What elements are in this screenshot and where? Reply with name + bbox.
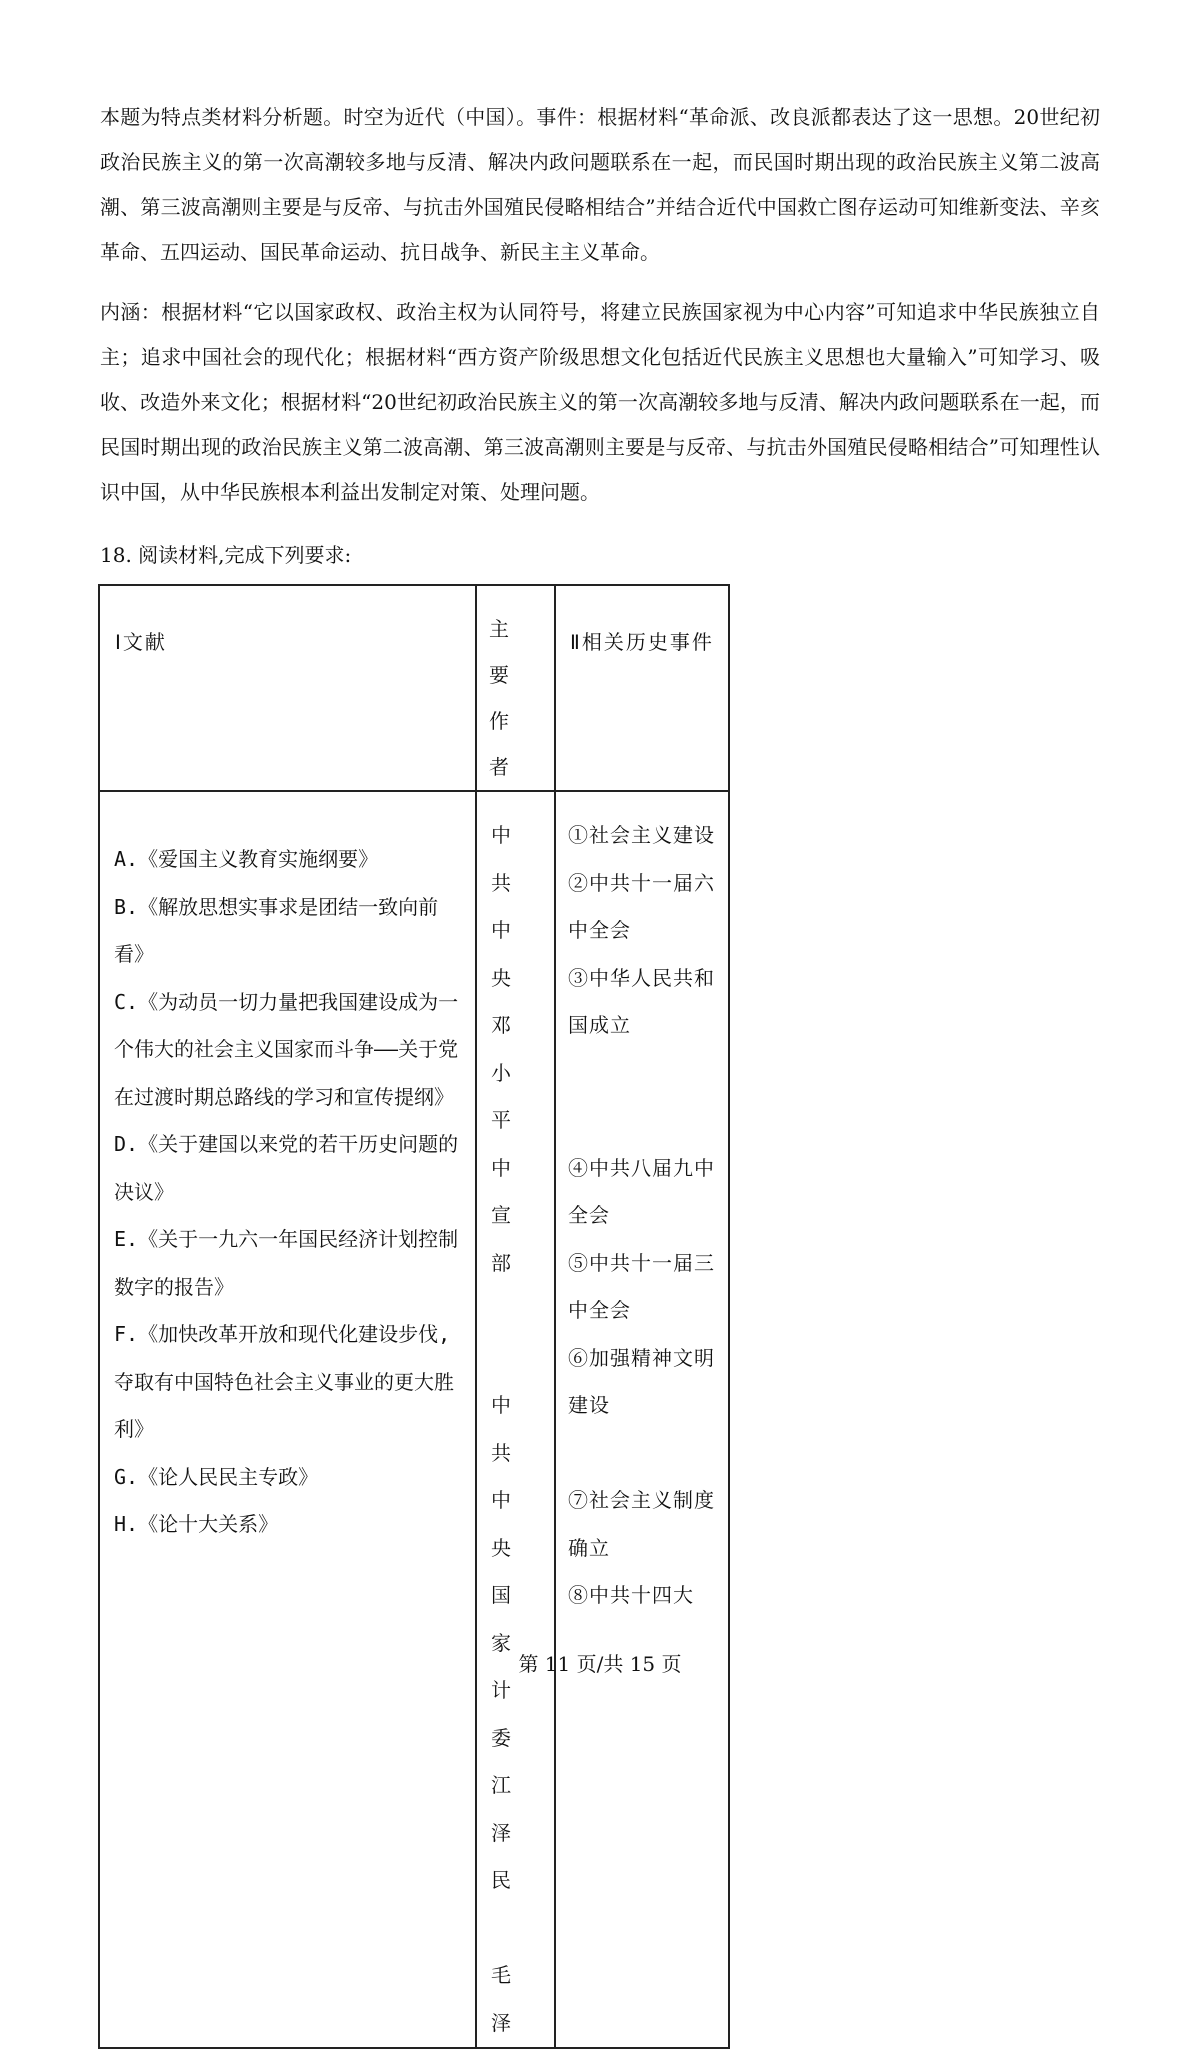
header-authors: 主 要 作者 — [476, 585, 555, 791]
author-line: 江泽 — [491, 1773, 523, 1845]
table-body-row — [99, 791, 729, 2048]
event-item: ②中共十一届六中全会 — [568, 870, 715, 942]
author-line: 中央 — [491, 1488, 523, 1560]
document-item: D.《关于建国以来党的若干历史问题的决议》 — [114, 1132, 459, 1204]
events-list-cell — [555, 791, 729, 2048]
analysis-paragraph-events: 本题为特点类材料分析题。时空为近代（中国）。事件：根据材料“革命派、改良派都表达了这一思想。20世纪初政治民族主义的第一次高潮较多地与反清、解决内政问题联系在一起，而民国时期出现的政治民族主义第二波高潮、第三波高潮则主要是与反帝、与抗击外国殖民侵略相结合”并结合近代中国救亡图存运动可知维新变法、辛亥革命、五四运动、国民革命运动、抗日战争、新民主主义革命。 — [100, 105, 1100, 264]
page-number-footer: 第 11 页/共 15 页 — [518, 1652, 682, 1676]
documents-list-cell — [99, 791, 476, 2048]
event-item: ⑧中共十四大 — [568, 1583, 694, 1607]
author-line: 邓小 — [491, 1013, 523, 1085]
header-events: Ⅱ相关历史事件 — [555, 585, 729, 791]
event-item: ⑥加强精神文明建设 — [568, 1345, 715, 1417]
question-18-stem: 18. 阅读材料,完成下列要求: — [100, 543, 352, 567]
author-line: 部 — [491, 1250, 523, 1275]
authors-list-cell — [476, 791, 555, 2048]
document-item: A.《爱国主义教育实施纲要》 — [114, 847, 379, 871]
author-line: 平 — [491, 1108, 523, 1132]
analysis-paragraph-connotation: 内涵：根据材料“它以国家政权、政治主权为认同符号，将建立民族国家视为中心内容”可知追求中华民族独立自主；追求中国社会的现代化；根据材料“西方资产阶级思想文化包括近代民族主义思想也大量输入”可知学习、吸收、改造外来文化；根据材料“20世纪初政治民族主义的第一次高潮较多地与反清、解决内政问题联系在一起，而民国时期出现的政治民族主义第二波高潮、第三波高潮则主要是与反帝、与抗击外国殖民侵略相结合”可知理性认识中国，从中华民族根本利益出发制定对策、处理问题。 — [100, 300, 1100, 504]
table-header-row — [99, 585, 729, 791]
event-item: ①社会主义建设 — [568, 823, 715, 847]
event-item: ③中华人民共和国成立 — [568, 965, 715, 1037]
document-item: E.《关于一九六一年国民经济计划控制数字的报告》 — [114, 1227, 459, 1299]
author-line: 中宣 — [491, 1155, 523, 1227]
author-line: 中央 — [491, 918, 523, 990]
header-documents: Ⅰ文献 — [99, 585, 476, 791]
document-item: C.《为动员一切力量把我国建设成为一个伟大的社会主义国家而斗争——关于党在过渡时期总路线的学习和宣传提纲》 — [114, 989, 459, 1109]
documents-table — [98, 584, 730, 2049]
document-item: G.《论人民民主专政》 — [114, 1464, 319, 1489]
author-line: 计委 — [491, 1678, 523, 1750]
author-line: 国家 — [491, 1583, 523, 1655]
event-item: ⑦社会主义制度确立 — [568, 1488, 715, 1560]
author-line: 中共 — [491, 1393, 523, 1465]
event-item: ⑤中共十一届三中全会 — [568, 1250, 715, 1322]
document-item: H.《论十大关系》 — [114, 1512, 279, 1536]
author-line: 中共 — [491, 823, 523, 895]
author-line: 毛 — [491, 1963, 523, 1987]
document-item: B.《解放思想实事求是团结一致向前看》 — [114, 894, 439, 966]
author-line: 民 — [491, 1868, 523, 1892]
document-item: F.《加快改革开放和现代化建设步伐,夺取有中国特色社会主义事业的更大胜利》 — [114, 1322, 454, 1441]
event-item: ④中共八届九中全会 — [568, 1155, 715, 1227]
author-line: 泽 — [491, 2010, 523, 2035]
